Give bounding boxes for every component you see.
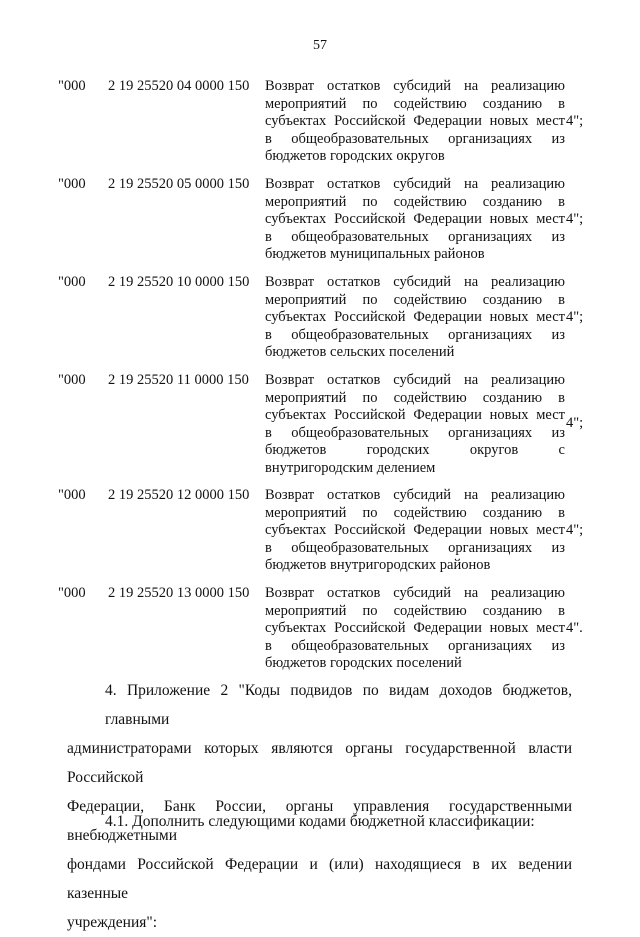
paragraph-line: Федерации, Банк России, органы управления государственными внебюджетными: [67, 798, 572, 844]
description-line: Возврат остатков субсидий на реализацию: [265, 372, 565, 388]
description-line: в общеобразовательных организациях из: [265, 228, 565, 245]
description-line: субъектах Российской Федерации новых мест: [265, 522, 565, 538]
description-line: в общеобразовательных организациях из: [265, 539, 565, 556]
entry-closing-mark: 4";: [566, 522, 584, 538]
paragraph-4: [67, 676, 572, 937]
entry-closing-mark: 4";: [566, 113, 584, 129]
description-line: Возврат остатков субсидий на реализацию: [265, 274, 565, 290]
description-line: в общеобразовательных организациях из: [265, 130, 565, 147]
paragraph-4-1: 4.1. Дополнить следующими кодами бюджетной классификации:: [105, 813, 535, 830]
description-line: бюджетов городских округов: [265, 148, 445, 164]
description-line: субъектах Российской Федерации новых мест: [265, 211, 565, 227]
entry-admin-code: "000: [58, 585, 86, 601]
entry-budget-code: 2 19 25520 13 0000 150: [108, 585, 250, 601]
entry-description: [265, 487, 565, 575]
paragraph-line: 4. Приложение 2 "Коды подвидов по видам доходов бюджетов, главными: [105, 682, 572, 728]
paragraph-line: администраторами которых являются органы государственной власти Российской: [67, 740, 572, 786]
description-line: бюджетов городских округов с: [265, 442, 565, 458]
entry-description: [265, 176, 565, 264]
paragraph-line: учреждения":: [67, 914, 158, 931]
description-line: в общеобразовательных организациях из: [265, 326, 565, 343]
description-line: мероприятий по содействию созданию в: [265, 95, 565, 112]
description-line: бюджетов сельских поселений: [265, 344, 455, 360]
entry-admin-code: "000: [58, 372, 86, 388]
entry-admin-code: "000: [58, 176, 86, 192]
entry-closing-mark: 4";: [566, 309, 584, 325]
entry-admin-code: "000: [58, 487, 86, 503]
entry-closing-mark: 4";: [566, 414, 584, 431]
description-line: в общеобразовательных организациях из: [265, 424, 565, 441]
entry-budget-code: 2 19 25520 12 0000 150: [108, 487, 250, 503]
description-line: мероприятий по содействию созданию в: [265, 504, 565, 521]
entry-budget-code: 2 19 25520 04 0000 150: [108, 78, 250, 94]
entry-description: [265, 78, 565, 166]
description-line: субъектах Российской Федерации новых мест: [265, 309, 565, 325]
description-line: Возврат остатков субсидий на реализацию: [265, 487, 565, 503]
description-line: Возврат остатков субсидий на реализацию: [265, 585, 565, 601]
entry-admin-code: "000: [58, 274, 86, 290]
description-line: Возврат остатков субсидий на реализацию: [265, 176, 565, 192]
entry-budget-code: 2 19 25520 05 0000 150: [108, 176, 250, 192]
description-line: мероприятий по содействию созданию в: [265, 602, 565, 619]
entry-budget-code: 2 19 25520 11 0000 150: [108, 372, 249, 388]
entry-admin-code: "000: [58, 78, 86, 94]
description-line: в общеобразовательных организациях из: [265, 637, 565, 654]
entry-description: [265, 585, 565, 673]
description-line: мероприятий по содействию созданию в: [265, 291, 565, 308]
description-line: мероприятий по содействию созданию в: [265, 389, 565, 406]
entry-budget-code: 2 19 25520 10 0000 150: [108, 274, 250, 290]
description-line: бюджетов городских поселений: [265, 655, 462, 671]
paragraph-line: фондами Российской Федерации и (или) находящиеся в их ведении казенные: [67, 856, 572, 902]
entry-closing-mark: 4";: [566, 211, 584, 227]
description-line: бюджетов муниципальных районов: [265, 246, 485, 262]
description-line: внутригородским делением: [265, 459, 436, 476]
description-line: субъектах Российской Федерации новых мест: [265, 113, 565, 129]
description-line: мероприятий по содействию созданию в: [265, 193, 565, 210]
page-number: 57: [313, 38, 327, 53]
entry-closing-mark: 4".: [566, 620, 583, 636]
description-line: субъектах Российской Федерации новых мест: [265, 620, 565, 636]
description-line: субъектах Российской Федерации новых мест: [265, 407, 565, 423]
description-line: бюджетов внутригородских районов: [265, 557, 491, 573]
entry-description: [265, 274, 565, 362]
entry-description: [265, 372, 565, 477]
description-line: Возврат остатков субсидий на реализацию: [265, 78, 565, 94]
